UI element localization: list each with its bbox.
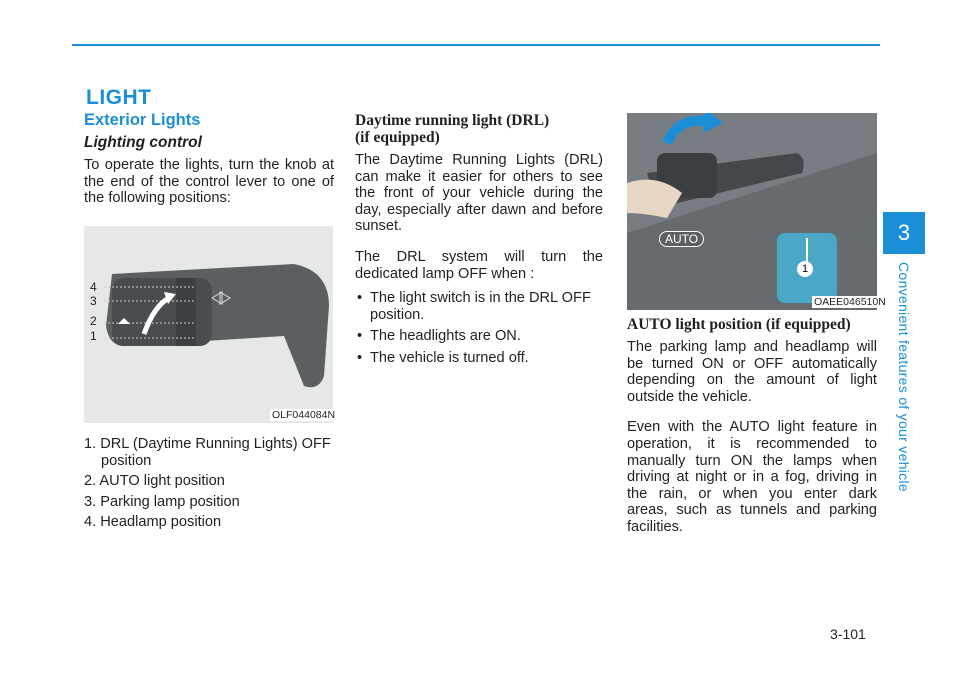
auto-figure <box>627 113 877 310</box>
lever-label-1: 1 <box>90 329 97 343</box>
list-item: • The vehicle is turned off. <box>355 350 603 367</box>
section-title: LIGHT <box>86 86 152 109</box>
auto-paragraph-1: The parking lamp and headlamp will be turned ON or OFF automatically depending on the amount of light outside the vehicle. <box>627 339 877 405</box>
chapter-title-vertical <box>896 262 916 502</box>
chapter-tab: 3 <box>883 212 925 254</box>
column-2 <box>355 112 603 372</box>
auto-paragraph-2: Even with the AUTO light feature in operation, it is recommended to manually turn ON the lamps when driving at night or in a fog, driving in the rain, or when you enter dark areas, such as tunnels and parking facilities. <box>627 419 877 535</box>
exterior-lights-heading: Exterior Lights <box>84 111 201 129</box>
drl-bullets <box>355 290 603 366</box>
drl-heading-line1: Daytime running light (DRL) <box>355 112 550 129</box>
callout-1: 1 <box>797 261 813 277</box>
drl-paragraph-1: The Daytime Running Lights (DRL) can make it easier for others to see the front of your vehicle during the day, especially after dawn and before sunset. <box>355 152 603 235</box>
list-item: 4. Headlamp position <box>84 514 222 531</box>
figure-caption-2: OAEE046510N <box>814 296 886 308</box>
column-1 <box>84 112 334 215</box>
figure-caption-1: OLF044084N <box>272 409 336 421</box>
chapter-title: Convenient features of your vehicle <box>896 262 912 492</box>
position-list <box>84 436 334 531</box>
drl-heading <box>355 112 603 146</box>
drl-heading-line2: (if equipped) <box>355 129 440 146</box>
auto-heading: AUTO light position (if equipped) <box>627 316 851 333</box>
column-3 <box>627 316 877 544</box>
lighting-control-heading: Lighting control <box>84 133 202 151</box>
auto-label: AUTO <box>659 231 704 247</box>
header-rule <box>72 44 880 46</box>
list-item: 3. Parking lamp position <box>84 493 240 510</box>
lever-label-4: 4 <box>90 280 97 294</box>
lever-illustration <box>84 226 333 423</box>
page-number: 3-101 <box>830 626 866 642</box>
lever-label-3: 3 <box>90 294 97 308</box>
drl-paragraph-2: The DRL system will turn the dedicated lamp OFF when : <box>355 248 603 282</box>
list-item: 2. AUTO light position <box>84 473 225 490</box>
lever-figure <box>84 226 333 423</box>
position-list-block <box>84 436 334 535</box>
list-item: • The headlights are ON. <box>355 328 603 345</box>
lever-label-2: 2 <box>90 314 97 328</box>
list-item: 1. DRL (Daytime Running Lights) OFF position <box>84 436 331 469</box>
intro-paragraph: To operate the lights, turn the knob at the end of the control lever to one of the following positions: <box>84 157 334 207</box>
auto-illustration <box>627 113 877 310</box>
list-item: • The light switch is in the DRL OFF position. <box>355 290 603 323</box>
